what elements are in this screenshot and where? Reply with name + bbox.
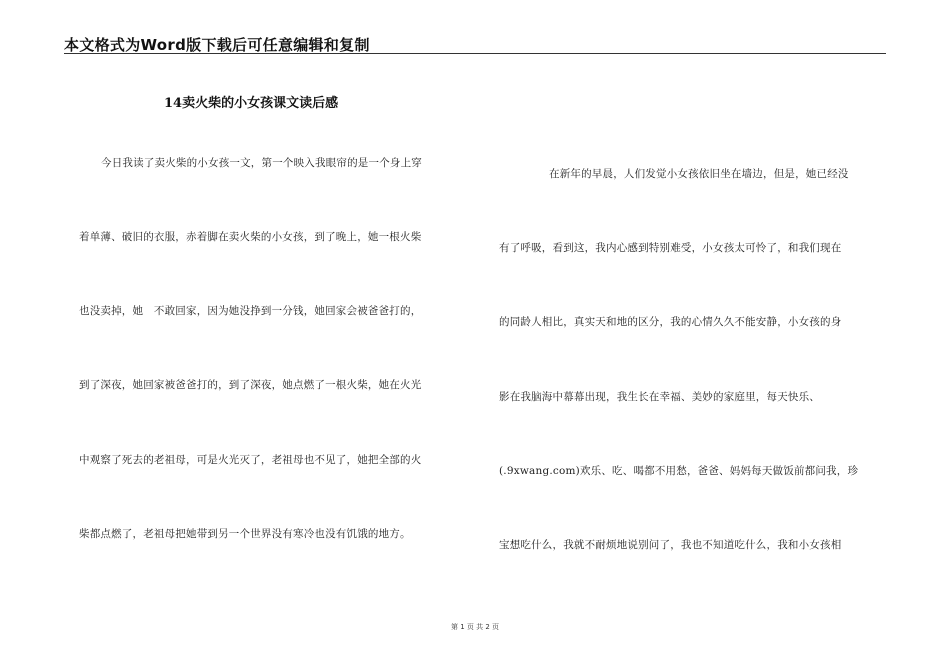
paragraph-line: 影在我脑海中幕幕出现，我生长在幸福、美妙的家庭里，每天快乐、 xyxy=(499,391,820,403)
paragraph-line: 有了呼吸，看到这，我内心感到特别难受，小女孩太可怜了，和我们现在 xyxy=(499,242,842,254)
header-rule xyxy=(64,53,886,54)
page-header xyxy=(64,34,886,54)
paragraph-line: (.9xwang.com)欢乐、吃、喝都不用愁，爸爸、妈妈每天做饭前都问我，珍 xyxy=(499,465,859,477)
paragraph-line: 在新年的早晨，人们发觉小女孩依旧坐在墙边，但是，她已经没 xyxy=(549,168,849,180)
paragraph-line: 今日我读了卖火柴的小女孩一文，第一个映入我眼帘的是一个身上穿 xyxy=(101,157,422,169)
paragraph-line: 到了深夜，她回家被爸爸打的，到了深夜，她点燃了一根火柴，她在火光 xyxy=(79,379,422,391)
paragraph-line: 着单薄、破旧的衣服，赤着脚在卖火柴的小女孩，到了晚上，她一根火柴 xyxy=(79,231,422,243)
paragraph-line: 的同龄人相比，真实天和地的区分，我的心情久久不能安静，小女孩的身 xyxy=(499,316,842,328)
paragraph-line: 也没卖掉，她 不敢回家，因为她没挣到一分钱，她回家会被爸爸打的， xyxy=(79,305,422,317)
paragraph-line: 中观察了死去的老祖母，可是火光灭了，老祖母也不见了，她把全部的火 xyxy=(79,454,422,466)
document-title: 14卖火柴的小女孩课文读后感 xyxy=(164,96,339,111)
paragraph-line: 柴都点燃了，老祖母把她带到另一个世界没有寒冷也没有饥饿的地方。 xyxy=(79,528,411,540)
header-text: 本文格式为Word版下载后可任意编辑和复制 xyxy=(64,36,370,54)
paragraph-line: 宝想吃什么，我就不耐烦地说别问了，我也不知道吃什么，我和小女孩相 xyxy=(499,539,842,551)
page-footer: 第 1 页 共 2 页 xyxy=(450,623,500,631)
